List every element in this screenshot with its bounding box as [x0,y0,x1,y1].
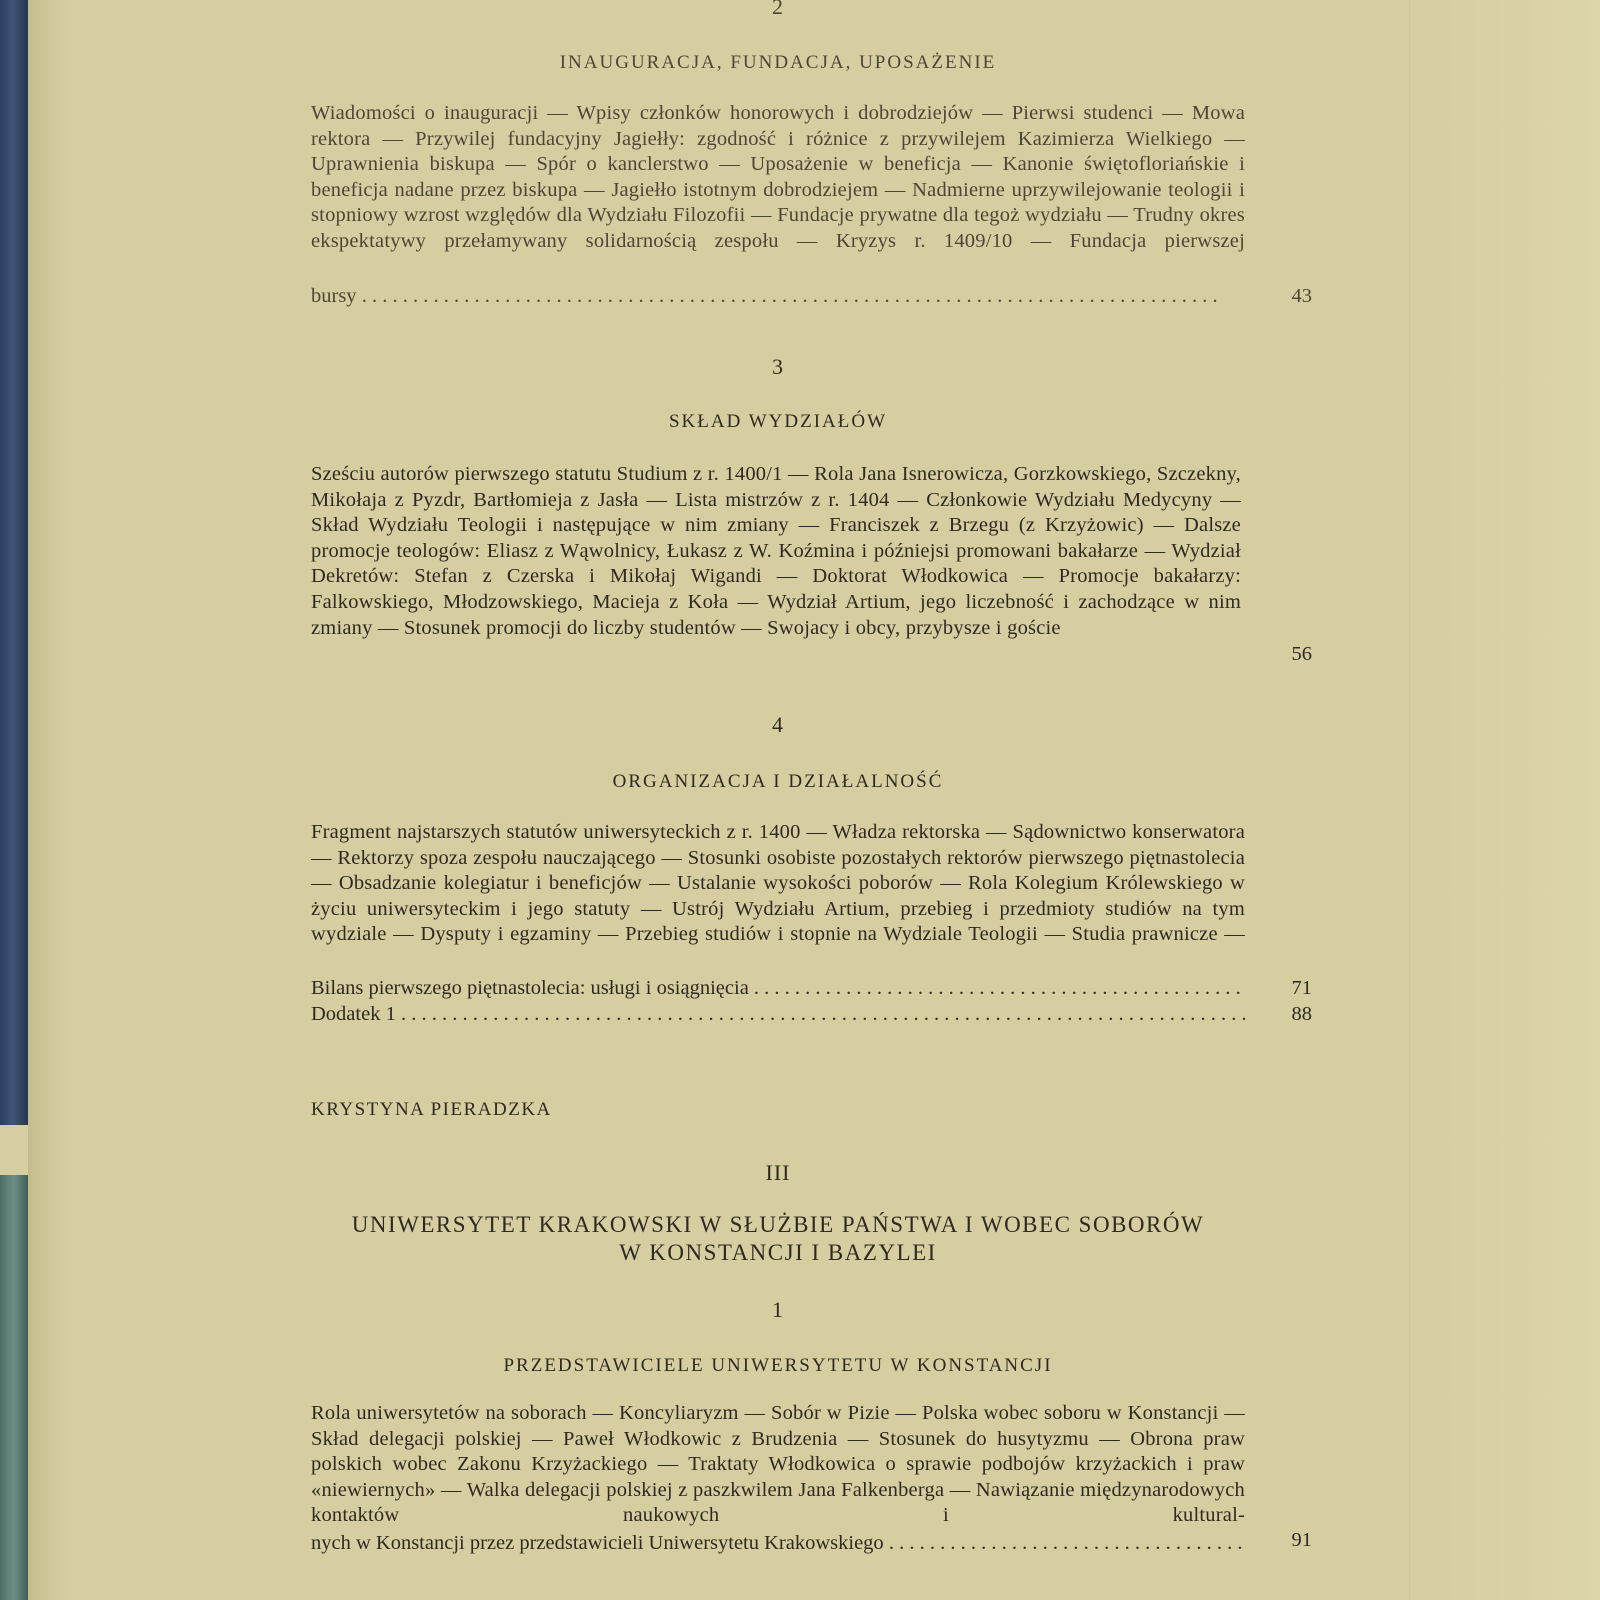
toc-entry [311,283,1245,309]
leader-dots [357,285,1218,307]
part-number: III [765,1160,791,1185]
leader-dots [749,977,1245,999]
toc-entry-text: bursy [311,285,357,307]
page-number: 91 [1291,1529,1312,1551]
part-title-line-1: UNIWERSYTET KRAKOWSKI W SŁUŻBIE PAŃSTWA I WOBEC SOBORÓW [351,1212,1205,1237]
section-number: 3 [772,354,784,379]
page-number: 56 [1291,643,1312,665]
page-number: 43 [1291,285,1312,307]
section-heading: PRZEDSTAWICIELE UNIWERSYTETU W KONSTANCJI [503,1355,1053,1376]
leader-dots [396,1003,1245,1025]
page-number: 71 [1291,977,1312,999]
toc-entry-appendix [311,1001,1245,1027]
section-heading: ORGANIZACJA I DZIAŁALNOŚĆ [612,771,944,792]
section-number: 1 [772,1297,784,1322]
leader-dots [884,1532,1245,1554]
section-summary: Wiadomości o inauguracji — Wpisy członków honorowych i dobrodziejów — Pierwsi studenci — Mowa rektora — Przywilej fundacyjny Jagiełły: zgodność i różnice z przywilejem Kazimierza Wielkiego — Uprawnienia biskupa — Spór o kanclerstwo — Uposażenie w beneficja — Kanonie świętofloriańskie i beneficja nadane przez biskupa — Jagiełło istotnym dobrodziejem — Nadmierne uprzywilejowanie teologii i stopniowy wzrost względów dla Wydziału Filozofii — Fundacje prywatne dla tegoż wydziału — Trudny okres ekspektatywy przełamywany solidarnością zespołu — Kryzys r. 1409/10 — Fundacja pierwszej [311,102,1245,252]
toc-entry-text: Bilans pierwszego piętnastolecia: usługi i osiągnięcia [311,977,749,999]
toc-entry-text: Dodatek 1 [311,1003,396,1025]
toc-entry-text: nych w Konstancji przez przedstawicieli Uniwersytetu Krakowskiego [311,1532,884,1554]
section-heading: INAUGURACJA, FUNDACJA, UPOSAŻENIE [559,52,997,73]
page-number: 88 [1291,1003,1312,1025]
section-summary: Rola uniwersytetów na soborach — Koncyliaryzm — Sobór w Pizie — Polska wobec soboru w Konstancji — Skład delegacji polskiej — Paweł Włodkowic z Brudzenia — Stosunek do husytyzmu — Obrona praw polskich wobec Zakonu Krzyżackiego — Traktaty Włodkowica o sprawie podbojów krzyżackich i praw «niewiernych» — Walka delegacji polskiej z paszkwilem Jana Falkenberga — Nawiązanie międzynarodowych kontaktów naukowych i kultural- [311,1402,1245,1527]
section-summary: Sześciu autorów pierwszego statutu Studium z r. 1400/1 — Rola Jana Isnerowicza, Gorzkowskiego, Szczekny, Mikołaja z Pyzdr, Bartłomieja z Jasła — Lista mistrzów z r. 1404 — Członkowie Wydziału Medycyny — Skład Wydziału Teologii i następujące w nim zmiany — Franciszek z Brzegu (z Krzyżowic) — Dalsze promocje teologów: Eliasz z Wąwolnicy, Łukasz z W. Koźmina i późniejsi promowani bakałarze — Wydział Dekretów: Stefan z Czerska i Mikołaj Wigandi — Doktorat Włodkowica — Promocje bakałarzy: Falkowskiego, Młodzowskiego, Macieja z Koła — Wydział Artium, jego liczebność i zachodzące w nim zmiany — Stosunek promocji do liczby studentów — Swojacy i obcy, przybysze i goście [311,463,1241,639]
section-number: 4 [772,712,784,737]
section-number: 2 [772,0,784,19]
toc-entry [311,1530,1245,1556]
part-title-line-2: W KONSTANCJI I BAZYLEI [619,1240,937,1265]
section-heading: SKŁAD WYDZIAŁÓW [668,411,888,432]
author-name: KRYSTYNA PIERADZKA [311,1099,552,1120]
section-summary: Fragment najstarszych statutów uniwersyteckich z r. 1400 — Władza rektorska — Sądownictwo konserwatora — Rektorzy spoza zespołu nauczającego — Stosunki osobiste pozostałych rektorów pierwszego piętnastolecia — Obsadzanie kolegiatur i beneficjów — Ustalanie wysokości poborów — Rola Kolegium Królewskiego w życiu uniwersyteckim i jego statuty — Ustrój Wydziału Artium, przebieg i przedmioty studiów na tym wydziale — Dysputy i egzaminy — Przebieg studiów i stopnie na Wydziale Teologii — Studia prawnicze — [311,821,1245,946]
toc-entry [311,975,1245,1001]
